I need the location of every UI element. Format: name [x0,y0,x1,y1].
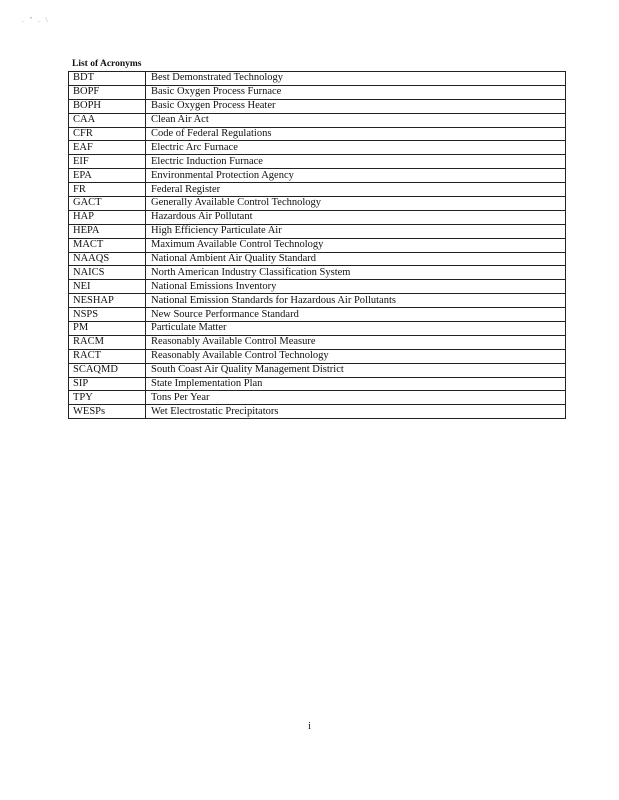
acronym-row [69,197,566,211]
acronym-definition: South Coast Air Quality Management District [146,363,566,377]
acronym-row [69,349,566,363]
acronym-abbreviation: HAP [69,210,146,224]
acronym-definition: Federal Register [146,183,566,197]
acronym-definition: Clean Air Act [146,113,566,127]
acronym-definition: National Emission Standards for Hazardous Air Pollutants [146,294,566,308]
acronym-row [69,113,566,127]
document-title: List of Acronyms [72,59,142,69]
acronym-row [69,335,566,349]
acronym-abbreviation: TPY [69,391,146,405]
acronym-row [69,99,566,113]
acronym-abbreviation: EAF [69,141,146,155]
acronym-definition: Hazardous Air Pollutant [146,210,566,224]
acronym-row [69,280,566,294]
acronym-row [69,363,566,377]
acronym-abbreviation: FR [69,183,146,197]
acronym-definition: Basic Oxygen Process Heater [146,99,566,113]
acronym-abbreviation: CAA [69,113,146,127]
acronym-row [69,141,566,155]
acronym-row [69,224,566,238]
acronym-abbreviation: EPA [69,169,146,183]
page-mark: . " . \ [22,16,50,24]
acronym-definition: Wet Electrostatic Precipitators [146,405,566,419]
acronym-row [69,405,566,419]
acronym-row [69,155,566,169]
acronym-abbreviation: NAAQS [69,252,146,266]
acronym-row [69,294,566,308]
acronym-row [69,391,566,405]
acronym-abbreviation: WESPs [69,405,146,419]
page-number: i [308,721,311,732]
acronym-definition: National Ambient Air Quality Standard [146,252,566,266]
acronym-abbreviation: RACT [69,349,146,363]
acronym-row [69,169,566,183]
acronym-abbreviation: NAICS [69,266,146,280]
acronym-abbreviation: EIF [69,155,146,169]
acronym-abbreviation: SIP [69,377,146,391]
acronym-row [69,266,566,280]
acronym-table [68,71,566,419]
acronym-definition: Particulate Matter [146,322,566,336]
acronym-definition: Basic Oxygen Process Furnace [146,85,566,99]
acronym-abbreviation: BOPH [69,99,146,113]
acronym-definition: Code of Federal Regulations [146,127,566,141]
acronym-abbreviation: NSPS [69,308,146,322]
acronym-row [69,238,566,252]
acronym-definition: Generally Available Control Technology [146,197,566,211]
acronym-abbreviation: BOPF [69,85,146,99]
acronym-abbreviation: CFR [69,127,146,141]
acronym-definition: Reasonably Available Control Technology [146,349,566,363]
acronym-definition: New Source Performance Standard [146,308,566,322]
acronym-row [69,85,566,99]
acronym-abbreviation: HEPA [69,224,146,238]
acronym-row [69,183,566,197]
acronym-abbreviation: BDT [69,72,146,86]
acronym-row [69,210,566,224]
acronym-definition: Reasonably Available Control Measure [146,335,566,349]
acronym-row [69,252,566,266]
acronym-definition: State Implementation Plan [146,377,566,391]
acronym-row [69,127,566,141]
acronym-abbreviation: PM [69,322,146,336]
acronym-abbreviation: GACT [69,197,146,211]
acronym-row [69,322,566,336]
acronym-definition: Best Demonstrated Technology [146,72,566,86]
acronym-table-body [69,72,566,419]
acronym-row [69,72,566,86]
acronym-definition: National Emissions Inventory [146,280,566,294]
acronym-row [69,308,566,322]
acronym-definition: Electric Arc Furnace [146,141,566,155]
acronym-abbreviation: NESHAP [69,294,146,308]
acronym-definition: Tons Per Year [146,391,566,405]
acronym-abbreviation: MACT [69,238,146,252]
acronym-definition: High Efficiency Particulate Air [146,224,566,238]
acronym-definition: Electric Induction Furnace [146,155,566,169]
acronym-abbreviation: SCAQMD [69,363,146,377]
acronym-definition: Environmental Protection Agency [146,169,566,183]
acronym-abbreviation: RACM [69,335,146,349]
acronym-row [69,377,566,391]
acronym-abbreviation: NEI [69,280,146,294]
acronym-definition: North American Industry Classification System [146,266,566,280]
acronym-definition: Maximum Available Control Technology [146,238,566,252]
